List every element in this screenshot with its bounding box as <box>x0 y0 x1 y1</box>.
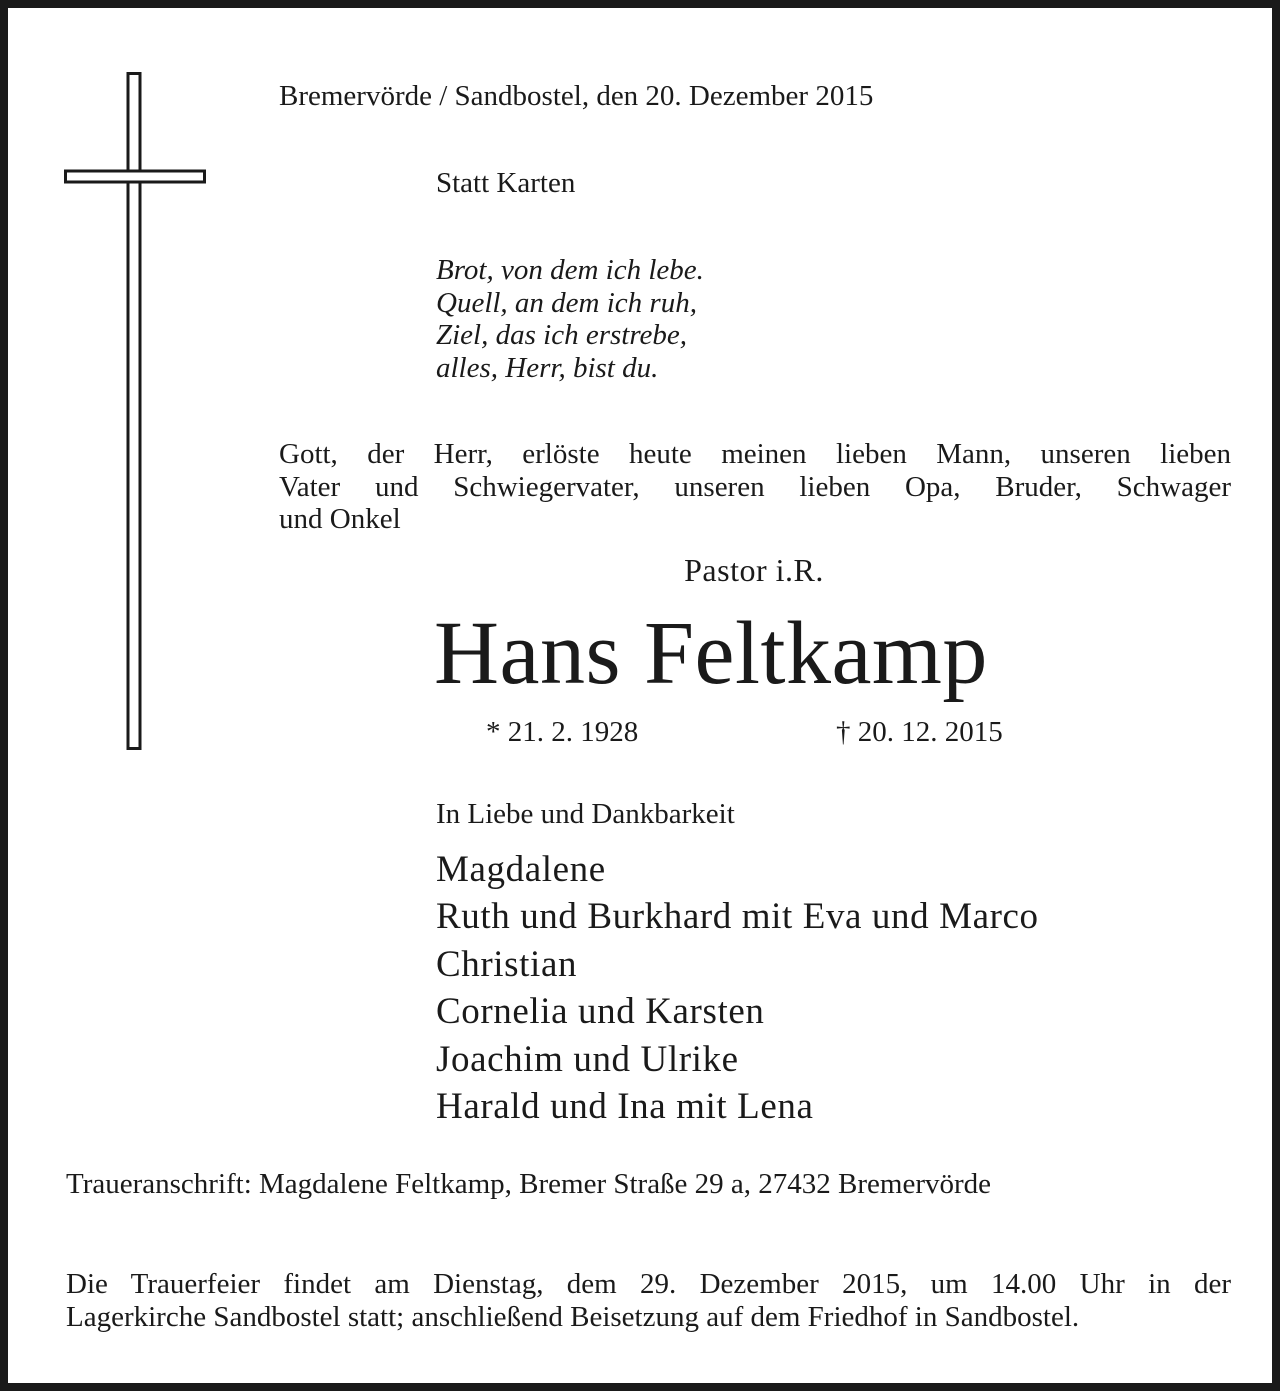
mourning-address: Traueranschrift: Magdalene Feltkamp, Bremer Straße 29 a, 27432 Bremervörde <box>66 1168 992 1200</box>
verse <box>436 254 704 384</box>
family-list <box>436 846 1039 1130</box>
family-member: Harald und Ina mit Lena <box>436 1086 814 1128</box>
death-date: † 20. 12. 2015 <box>836 716 1003 748</box>
deceased-name: Hans Feltkamp <box>434 604 988 703</box>
dedication: In Liebe und Dankbarkeit <box>436 798 735 830</box>
family-member: Ruth und Burkhard mit Eva und Marco <box>436 896 1039 938</box>
verse-line: alles, Herr, bist du. <box>436 351 659 384</box>
statt-karten: Statt Karten <box>436 167 576 199</box>
intro-line: Vater und Schwiegervater, unseren lieben Opa, Bruder, Schwager <box>279 470 1231 503</box>
intro-paragraph <box>279 438 1231 536</box>
dateline: Bremervörde / Sandbostel, den 20. Dezember 2015 <box>279 80 874 112</box>
service-line: Lagerkirche Sandbostel statt; anschließend Beisetzung auf dem Friedhof in Sandbostel. <box>66 1300 1080 1333</box>
verse-line: Brot, von dem ich lebe. <box>436 254 704 286</box>
funeral-service-info <box>66 1268 1231 1333</box>
family-member: Magdalene <box>436 849 606 890</box>
deceased-title: Pastor i.R. <box>684 552 824 588</box>
intro-line: Gott, der Herr, erlöste heute meinen lieben Mann, unseren lieben <box>279 438 1231 470</box>
intro-line: und Onkel <box>279 503 401 535</box>
verse-line: Quell, an dem ich ruh, <box>436 286 697 319</box>
verse-line: Ziel, das ich erstrebe, <box>436 319 688 351</box>
family-member: Christian <box>436 943 578 985</box>
birth-date: * 21. 2. 1928 <box>486 716 639 748</box>
family-member: Cornelia und Karsten <box>436 991 765 1033</box>
cross-icon <box>64 72 206 750</box>
service-line: Die Trauerfeier findet am Dienstag, dem 29. Dezember 2015, um 14.00 Uhr in der <box>66 1268 1231 1300</box>
family-member: Joachim und Ulrike <box>436 1038 739 1080</box>
